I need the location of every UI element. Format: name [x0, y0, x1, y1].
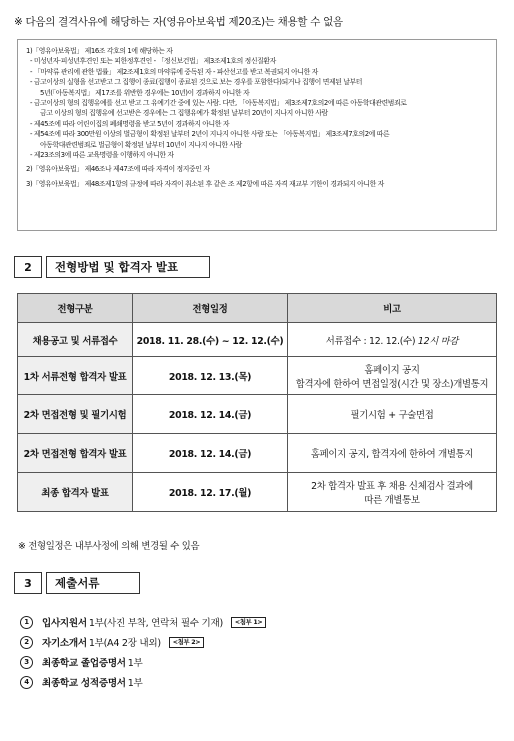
stage-cell: 1차 서류전형 합격자 발표: [18, 357, 133, 395]
column-header: 비고: [288, 294, 497, 323]
rule-group-3: 3)「영유아보육법」 제48조제1항의 규정에 따라 자격이 취소된 후 같은 조 제2항에 따른 자격 재교부 기한이 경과되지 아니한 자: [26, 179, 384, 188]
rule-group-1: [26, 46, 490, 160]
rule-line: 5년(「아동복지법」 제17조를 위반한 경우에는 10년)이 경과하지 아니한 자: [40, 88, 250, 97]
document-list: [20, 612, 266, 692]
deadline-text: 12시 마감: [417, 335, 459, 347]
column-header: 전형일정: [133, 294, 288, 323]
rule-group-2: 2)「영유아보육법」 제46조나 제47조에 따라 자격이 정지중인 자: [26, 165, 210, 174]
attachment-tag: <첨부 2>: [169, 637, 205, 648]
section-title: 제출서류: [46, 572, 140, 594]
schedule-change-note: ※ 전형일정은 내부사정에 의해 변경될 수 있음: [18, 541, 200, 552]
schedule-header-row: [18, 294, 497, 323]
note-text: 서류접수 : 12. 12.(수): [325, 335, 418, 347]
section-2-header: [14, 256, 210, 278]
date-cell: 2018. 12. 14.(금): [133, 434, 288, 473]
document-title: 자기소개서: [42, 638, 87, 649]
disqualification-box: [17, 39, 497, 231]
rule-line: - 금고이상의 실형을 선고받고 그 집행이 종료(집행이 종료된 것으로 보는 경우를 포함한다)되거나 집행이 면제된 날부터: [30, 78, 363, 87]
note-text: 합격자에 한하여 면접일정(시간 및 장소)개별통지: [295, 378, 489, 390]
document-detail: 1부: [127, 678, 143, 689]
note-cell: 홈페이지 공지, 합격자에 한하여 개별통지: [288, 434, 497, 473]
rule-line: - 제45조에 따라 어린이집의 폐쇄명령을 받고 5년이 경과하지 아니한 자: [30, 119, 230, 128]
rule-line: 금고 이상의 형의 집행유예 선고받은 경우에는 그 집행유예가 확정된 날부터 20년이 지나지 아니한 사람: [40, 109, 328, 118]
note-text: 홈페이지 공지: [364, 364, 420, 376]
rule-line: - 「마약류 관리에 관한 법률」 제2조제1호의 마약류에 중독된 자 - 파산선고를 받고 복권되지 아니한 자: [30, 67, 318, 76]
rule-line: 1)「영유아보육법」 제16조 각호의 1에 해당하는 자: [26, 47, 173, 55]
note-cell: 필기시험 + 구술면접: [288, 395, 497, 434]
document-detail: 1부(A4 2장 내외): [88, 638, 161, 649]
list-item: [20, 672, 266, 692]
list-item: [20, 632, 266, 652]
list-item: [20, 652, 266, 672]
list-item: [20, 612, 266, 632]
rule-line: - 미성년자·피성년후견인 또는 피한정후견인 - 「정신보건법」 제3조제1호의 정신질환자: [30, 57, 276, 66]
document-detail: 1부(사진 부착, 연락처 필수 기재): [88, 618, 223, 629]
date-cell: 2018. 12. 14.(금): [133, 395, 288, 434]
table-row: [18, 434, 497, 473]
date-cell: 2018. 12. 13.(목): [133, 357, 288, 395]
document-detail: 1부: [127, 658, 143, 669]
note-text: 2차 합격자 발표 후 채용 신체검사 결과에: [311, 481, 473, 492]
rule-line: - 금고이상의 형의 집행유예를 선고 받고 그 유예기간 중에 있는 사람. 다만, 「아동복지법」 제3조제7호의2에 따른 아동학대관련범죄로: [30, 99, 407, 108]
number-badge: 3: [20, 656, 33, 669]
date-cell: 2018. 12. 17.(월): [133, 473, 288, 512]
number-badge: 1: [20, 616, 33, 629]
stage-cell: 최종 합격자 발표: [18, 473, 133, 512]
column-header: 전형구분: [18, 294, 133, 323]
note-cell: [288, 473, 497, 512]
rule-line: 아동학대관련범죄로 벌금형이 확정된 날부터 10년이 지나지 아니한 사람: [40, 140, 242, 149]
stage-cell: 2차 면접전형 합격자 발표: [18, 434, 133, 473]
section-number: 3: [14, 572, 42, 594]
attachment-tag: <첨부 1>: [231, 617, 267, 628]
document-title: 입사지원서: [42, 618, 87, 629]
note-cell: [288, 323, 497, 357]
section-title: 전형방법 및 합격자 발표: [46, 256, 210, 278]
stage-cell: 2차 면접전형 및 필기시험: [18, 395, 133, 434]
rule-line: - 제54조에 따라 300만원 이상의 벌금형이 확정된 날부터 2년이 지나지 아니한 사람 또는 「아동복지법」 제3조제7호의2에 따른: [30, 130, 390, 139]
date-cell: 2018. 11. 28.(수) ~ 12. 12.(수): [133, 323, 288, 357]
number-badge: 4: [20, 676, 33, 689]
section-3-header: [14, 572, 140, 594]
schedule-table: [17, 293, 497, 512]
stage-cell: 채용공고 및 서류접수: [18, 323, 133, 357]
note-cell: [288, 357, 497, 395]
section-number: 2: [14, 256, 42, 278]
note-text: 따른 개별통보: [364, 495, 420, 506]
table-row: [18, 323, 497, 357]
table-row: [18, 395, 497, 434]
disqualification-notice: ※ 다음의 결격사유에 해당하는 자(영유아보육법 제20조)는 채용할 수 없음: [14, 16, 343, 28]
number-badge: 2: [20, 636, 33, 649]
document-title: 최종학교 성적증명서: [42, 678, 126, 689]
document-title: 최종학교 졸업증명서: [42, 658, 126, 669]
table-row: [18, 473, 497, 512]
rule-line: - 제23조의3에 따른 교육명령을 이행하지 아니한 자: [30, 151, 174, 160]
table-row: [18, 357, 497, 395]
